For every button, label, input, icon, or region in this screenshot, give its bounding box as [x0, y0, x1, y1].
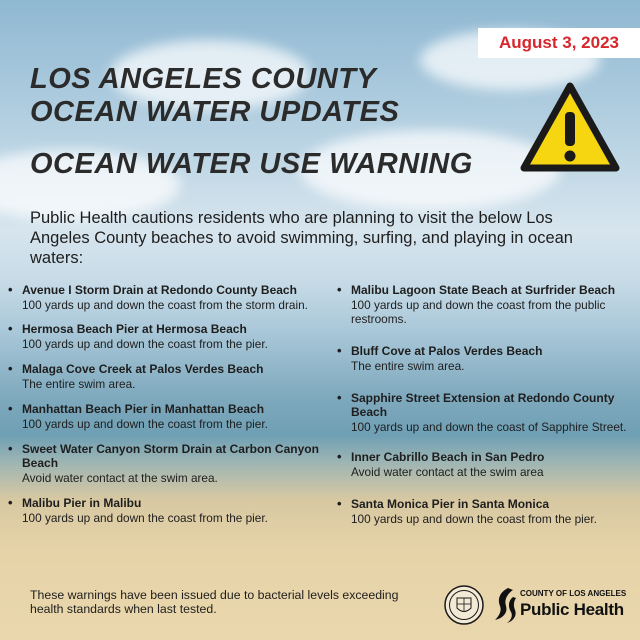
location-detail: 100 yards up and down the coast from the pier. — [351, 512, 597, 526]
list-item — [337, 283, 637, 326]
date-badge: August 3, 2023 — [478, 28, 640, 58]
location-detail: Avoid water contact at the swim area. — [22, 471, 218, 485]
location-name: • Hermosa Beach Pier at Hermosa Beach — [22, 322, 247, 336]
public-health-logo — [493, 583, 627, 627]
list-item — [8, 496, 328, 525]
list-item — [8, 283, 328, 312]
location-detail: 100 yards up and down the coast from the storm drain. — [22, 298, 308, 312]
list-item — [337, 391, 637, 434]
title-line-2: OCEAN WATER UPDATES — [30, 96, 400, 128]
list-item — [8, 402, 328, 431]
public-health-mark-icon — [493, 585, 517, 625]
list-item — [8, 442, 328, 485]
list-item — [337, 450, 637, 479]
location-name: • Malibu Lagoon State Beach at Surfrider Beach — [351, 283, 616, 297]
list-item — [337, 497, 637, 526]
location-name: • Santa Monica Pier in Santa Monica — [351, 497, 550, 511]
location-detail: The entire swim area. — [22, 377, 136, 391]
location-list-right — [337, 283, 637, 526]
location-name: • Bluff Cove at Palos Verdes Beach — [351, 344, 543, 358]
logo-title: Public Health — [520, 600, 624, 619]
location-detail: 100 yards up and down the coast from the pier. — [22, 417, 268, 431]
list-item — [337, 344, 637, 373]
warning-triangle-icon — [520, 82, 620, 174]
list-item — [8, 362, 328, 391]
location-detail: 100 yards up and down the coast from the pier. — [22, 511, 268, 525]
warning-title: OCEAN WATER USE WARNING — [30, 148, 473, 180]
location-detail: 100 yards up and down the coast of Sapphire Street. — [351, 420, 627, 434]
footer-disclaimer: These warnings have been issued due to bacterial levels exceeding health standards when last tested. — [30, 588, 399, 616]
location-name: • Sweet Water Canyon Storm Drain at Carbon Canyon Beach — [22, 442, 319, 470]
logo-subtitle: COUNTY OF LOS ANGELES — [520, 589, 627, 598]
location-name: • Avenue I Storm Drain at Redondo County Beach — [22, 283, 297, 297]
location-name: • Inner Cabrillo Beach in San Pedro — [351, 450, 545, 464]
county-seal — [444, 585, 484, 625]
location-name: • Manhattan Beach Pier in Manhattan Beach — [22, 402, 265, 416]
location-detail: 100 yards up and down the coast from the public restrooms. — [351, 298, 606, 326]
location-name: • Sapphire Street Extension at Redondo County Beach — [351, 391, 615, 419]
location-list-left — [8, 283, 328, 525]
intro-text: Public Health cautions residents who are planning to visit the below Los Angeles County beaches to avoid swimming, surfing, and playing in ocean waters: — [30, 209, 573, 267]
location-detail: The entire swim area. — [351, 359, 465, 373]
title-line-1: LOS ANGELES COUNTY — [30, 63, 377, 95]
page-title — [30, 63, 399, 129]
location-detail: Avoid water contact at the swim area — [351, 465, 544, 479]
list-item — [8, 322, 328, 351]
location-name: • Malibu Pier in Malibu — [22, 496, 142, 510]
location-name: • Malaga Cove Creek at Palos Verdes Beach — [22, 362, 264, 376]
location-detail: 100 yards up and down the coast from the pier. — [22, 337, 268, 351]
